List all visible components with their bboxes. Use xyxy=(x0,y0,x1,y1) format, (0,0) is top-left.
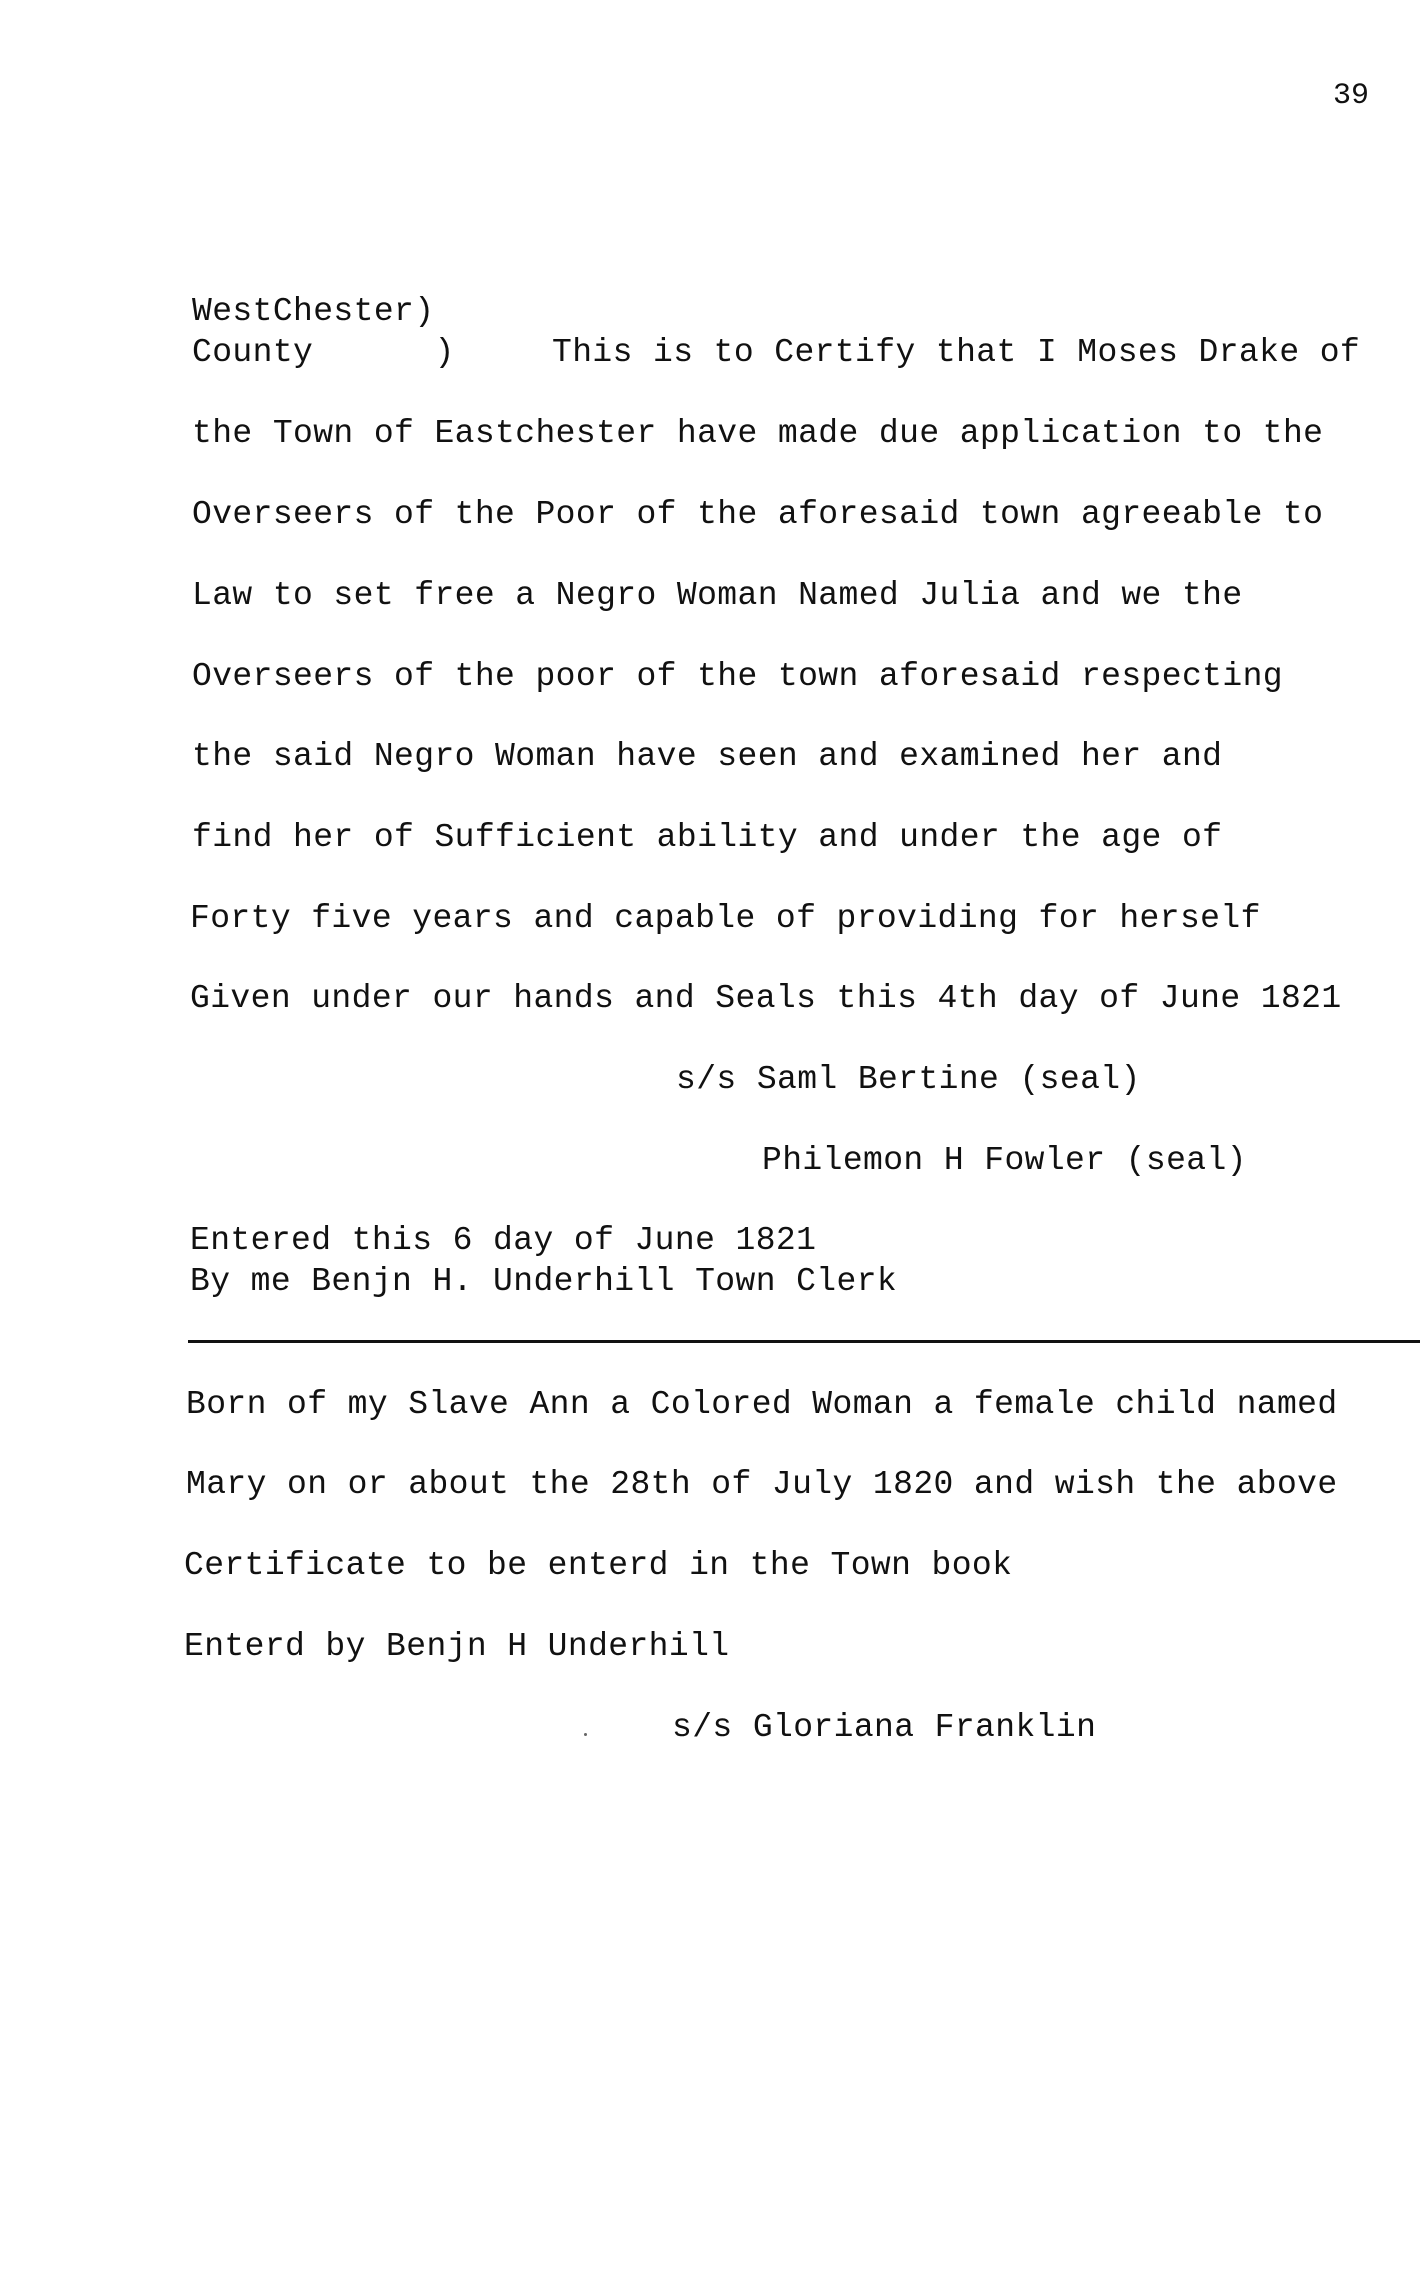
certificate-line-6: the said Negro Woman have seen and examined her and xyxy=(192,738,1223,775)
certificate-line-7: find her of Sufficient ability and under the age of xyxy=(192,819,1223,856)
signature-gloriana-franklin: s/s Gloriana Franklin xyxy=(672,1709,1097,1746)
signature-philemon-fowler: Philemon H Fowler (seal) xyxy=(762,1142,1247,1179)
certificate-line-8: Forty five years and capable of providing for herself xyxy=(190,900,1261,937)
birth-record-line-3: Certificate to be enterd in the Town book xyxy=(184,1547,1013,1584)
entry-line-1: Entered this 6 day of June 1821 xyxy=(190,1222,817,1259)
section-divider xyxy=(188,1340,1420,1343)
certificate-line-5: Overseers of the poor of the town aforesaid respecting xyxy=(192,658,1283,695)
certificate-line-9: Given under our hands and Seals this 4th day of June 1821 xyxy=(190,980,1342,1017)
entry-line-2: By me Benjn H. Underhill Town Clerk xyxy=(190,1263,898,1300)
certificate-line-1: This is to Certify that I Moses Drake of xyxy=(552,334,1361,371)
birth-record-line-1: Born of my Slave Ann a Colored Woman a female child named xyxy=(186,1386,1338,1423)
stray-mark xyxy=(584,1733,587,1736)
county-header-line-2: County ) xyxy=(192,334,455,371)
birth-record-line-2: Mary on or about the 28th of July 1820 and wish the above xyxy=(186,1466,1338,1503)
county-header-line-1: WestChester) xyxy=(192,293,435,330)
certificate-line-2: the Town of Eastchester have made due application to the xyxy=(192,415,1324,452)
page-number: 39 xyxy=(1332,79,1369,113)
signature-saml-bertine: s/s Saml Bertine (seal) xyxy=(676,1061,1141,1098)
birth-record-line-4: Enterd by Benjn H Underhill xyxy=(184,1628,730,1665)
certificate-line-4: Law to set free a Negro Woman Named Julia and we the xyxy=(192,577,1243,614)
certificate-line-3: Overseers of the Poor of the aforesaid town agreeable to xyxy=(192,496,1324,533)
